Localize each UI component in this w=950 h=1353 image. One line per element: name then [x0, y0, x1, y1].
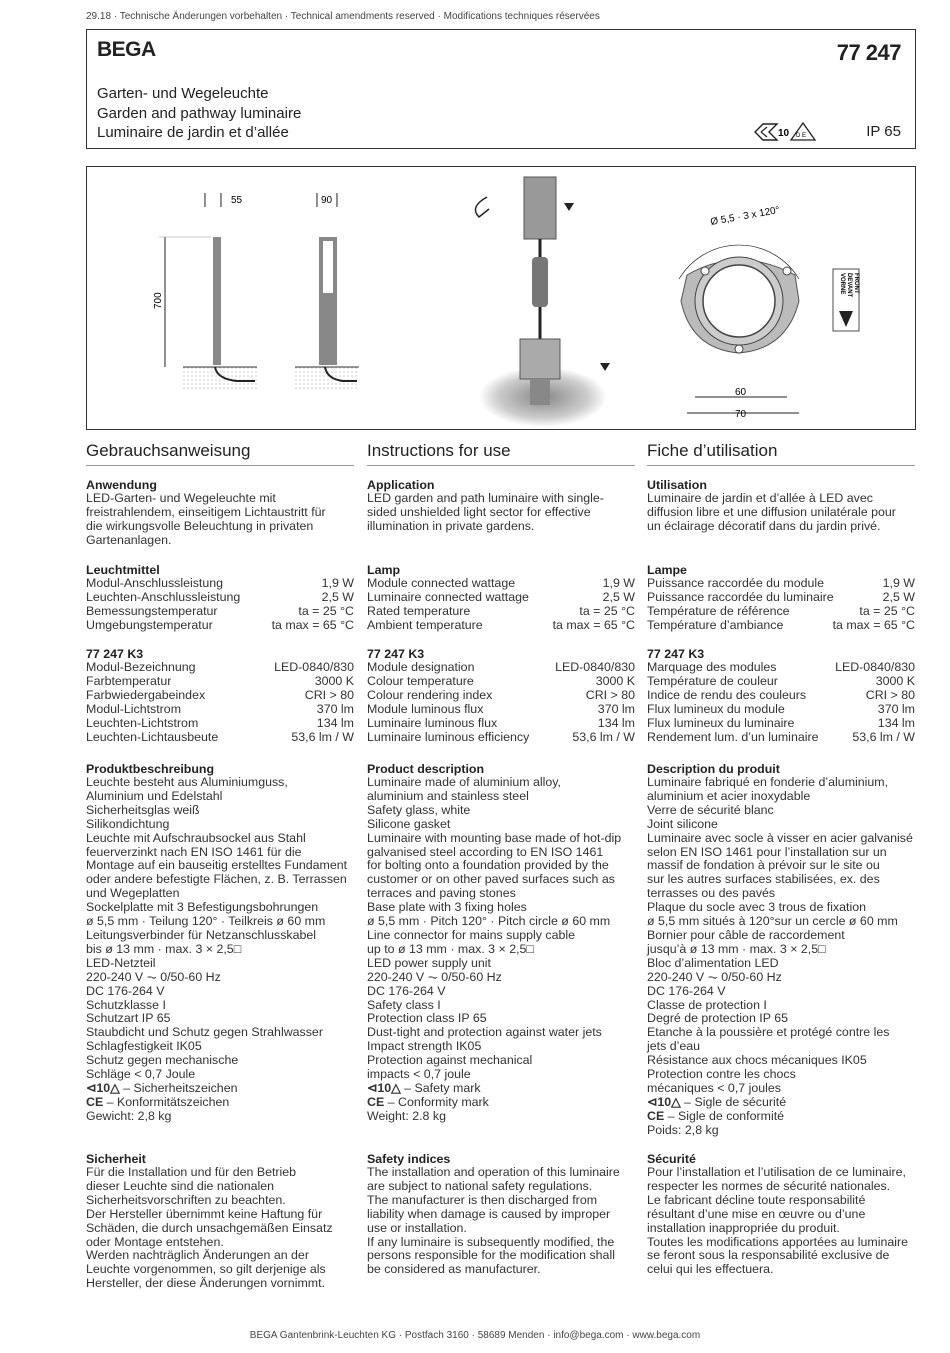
spec-row: [86, 661, 354, 675]
dim-inner: 60: [735, 387, 747, 398]
footer: BEGA Gantenbrink-Leuchten KG · Postfach 3160 · 58689 Menden · info@bega.com · www.bega.com: [249, 1330, 701, 1341]
safety-title: Safety indices: [367, 1152, 451, 1166]
spec-value: 134 lm: [316, 715, 354, 730]
application-text: Luminaire de jardin et d’allée à LED avec diffusion libre et une diffusion unilatérale pour un éclairage décoratif dans du jardin privé.: [647, 491, 896, 533]
spec-label: Modul-Lichtstrom: [86, 701, 182, 716]
spec-row: [647, 703, 915, 717]
spec-row: [647, 675, 915, 689]
certification-marks-icon: [753, 121, 823, 143]
top-notice: 29.18 · Technische Änderungen vorbehalten · Technical amendments reserved · Modifications techniques réservées: [86, 11, 600, 22]
conformity-text: – Conformity mark: [387, 1094, 489, 1109]
spec-label: Luminaire luminous flux: [367, 715, 498, 730]
k3-table: [647, 661, 915, 744]
side-view-wide: [295, 193, 359, 391]
spec-label: Température de couleur: [647, 673, 778, 688]
spec-label: Module connected wattage: [367, 576, 516, 590]
spec-label: Leuchten-Lichtausbeute: [86, 729, 219, 744]
spec-label: Luminaire luminous efficiency: [367, 729, 530, 744]
spec-value: 2,5 W: [882, 589, 915, 604]
front-label-de: VORNE: [839, 273, 845, 295]
spec-label: Colour temperature: [367, 673, 474, 688]
spec-value: CRI > 80: [865, 687, 915, 702]
safety-mark-icon: ⊲10△: [86, 1080, 124, 1095]
header-box: [86, 29, 916, 149]
spec-label: Puissance raccordée du module: [647, 576, 825, 590]
article-number: 77 247: [836, 40, 901, 65]
conformity-text: – Konformitätszeichen: [106, 1094, 230, 1109]
spec-label: Température de référence: [647, 603, 790, 618]
spec-value: 53,6 lm / W: [291, 729, 354, 744]
title-en: Garden and pathway luminaire: [97, 104, 302, 122]
spec-row: [367, 577, 635, 591]
spec-row: [367, 619, 635, 633]
spec-label: Modul-Bezeichnung: [86, 660, 196, 674]
safety-text: Für die Installation und für den Betrieb dieser Leuchte sind die nationalen Sicherheitsvorschriften zu beachten. Der Hersteller übernimmt keine Haftung für Schäden, die durch unsachgemäßen Einsatz oder Montage entstehen. Werden nachträglich Änderungen an der Leuchte vorgenommen, so gilt derjenige als Hersteller, der diese Änderungen vornimmt.: [86, 1165, 333, 1291]
drawing-canvas: [87, 167, 915, 429]
product-title: Product description: [367, 762, 485, 776]
spec-label: Farbwiedergabeindex: [86, 687, 206, 702]
spec-row: [367, 731, 635, 745]
ip-rating: IP 65: [866, 123, 901, 140]
spec-row: [367, 675, 635, 689]
spec-value: 134 lm: [597, 715, 635, 730]
spec-value: 134 lm: [877, 715, 915, 730]
spec-label: Umgebungstemperatur: [86, 617, 213, 632]
spec-label: Leuchten-Anschlussleistung: [86, 589, 241, 604]
safety-mark-icon: ⊲10△: [367, 1080, 405, 1095]
lamp-title: Lampe: [647, 563, 687, 577]
lamp-table: [647, 577, 915, 633]
ce-mark-icon: CE: [647, 1108, 668, 1123]
spec-row: [367, 689, 635, 703]
safety-text: The installation and operation of this luminaire are subject to national safety regulations. The manufacturer is then discharged from liability when damage is caused by improper use or installation. If any luminaire is subsequently modified, the persons responsible for the modification shall be considered as manufacturer.: [367, 1165, 620, 1277]
spec-row: [86, 619, 354, 633]
k3-table: [86, 661, 354, 744]
application-text: LED-Garten- und Wegeleuchte mit freistrahlendem, einseitigem Lichtaustritt für die wirkungsvolle Beleuchtung in privaten Gartenanlagen.: [86, 491, 326, 547]
safety-mark-text: – Sicherheitszeichen: [123, 1080, 238, 1095]
spec-row: [86, 591, 354, 605]
spec-label: Module designation: [367, 660, 475, 674]
weight: Weight: 2.8 kg: [367, 1108, 446, 1123]
conformity-text: – Sigle de conformité: [667, 1108, 785, 1123]
spec-label: Rated temperature: [367, 603, 471, 618]
application-text: LED garden and path luminaire with single- sided unshielded light sector for effective illumination in private gardens.: [367, 491, 604, 533]
lamp-table: [367, 577, 635, 633]
application-title: Application: [367, 478, 435, 492]
product-text: Luminaire fabriqué en fonderie d’aluminium, aluminium et acier inoxydable Verre de sécurité blanc Joint silicone Luminaire avec socle à visser en acier galvanisé selon EN ISO 1461 pour l’installation sur un massif de fondation à prévoir sur le site ou sur les autres surfaces stabilisées, ex. des terrasses ou des pavés Plaque du socle avec 3 trous de fixation ø 5,5 mm situés à 120°sur un cercle ø 60 mm Bornier pour câble de raccordement jusqu’à ø 13 mm · max. 3 × 2,5□ Bloc d’alimentation LED 220-240 V ⏦ 0/50-60 Hz DC 176-264 V Classe de protection I Degré de protection IP 65 Etanche à la poussière et protégé contre les jets d’eau Résistance aux chocs mécaniques IK05 Protection contre les chocs mécaniques < 0,7 joules: [647, 775, 913, 1095]
spec-row: [647, 689, 915, 703]
k3-table: [367, 661, 635, 744]
spec-value: ta max = 65 °C: [271, 617, 354, 632]
spec-label: Colour rendering index: [367, 687, 493, 702]
spec-row: [647, 619, 915, 633]
dim-width-b: 90: [321, 195, 333, 206]
spec-row: [367, 703, 635, 717]
k3-title: 77 247 K3: [367, 647, 425, 661]
spec-label: Farbtemperatur: [86, 673, 172, 688]
brand-logo: BEGA: [97, 38, 156, 61]
side-view-narrow: [153, 193, 257, 391]
spec-value: ta max = 65 °C: [832, 617, 915, 632]
spec-label: Flux lumineux du luminaire: [647, 715, 795, 730]
column-fr: [647, 440, 915, 1277]
spec-value: 1,9 W: [602, 576, 635, 590]
product-title: Description du produit: [647, 762, 780, 776]
impact-mark: 10: [778, 128, 790, 139]
k3-title: 77 247 K3: [86, 647, 144, 661]
safety-mark-text: – Safety mark: [404, 1080, 481, 1095]
spec-value: LED-0840/830: [835, 660, 915, 674]
spec-value: 1,9 W: [321, 576, 354, 590]
product-text: Leuchte besteht aus Aluminiumguss, Aluminium und Edelstahl Sicherheitsglas weiß Silikondichtung Leuchte mit Aufschraubsockel aus Stahl feuerverzinkt nach EN ISO 1461 für die Montage auf ein bauseitig erstelltes Fundament oder andere befestigte Flächen, z. B. Terrassen und Wegeplatten Sockelplatte mit 3 Befestigungsbohrungen ø 5,5 mm · Teilung 120° · Teilkreis ø 60 mm Leitungsverbinder für Netzanschlusskabel bis ø 13 mm · max. 3 × 2,5□ LED-Netzteil 220-240 V ⏦ 0/50-60 Hz DC 176-264 V Schutzklasse I Schutzart IP 65 Staubdicht und Schutz gegen Strahlwasser Schlagfestigkeit IK05 Schutz gegen mechanische Schläge < 0,7 Joule: [86, 775, 348, 1082]
spec-value: LED-0840/830: [555, 660, 635, 674]
dim-holes: Ø 5,5 · 3 x 120°: [709, 204, 781, 228]
spec-row: [647, 577, 915, 591]
spec-row: [367, 605, 635, 619]
spec-label: Température d’ambiance: [647, 617, 784, 632]
installation-view: [475, 177, 610, 427]
spec-value: ta = 25 °C: [298, 603, 354, 618]
dim-width-a: 55: [231, 195, 243, 206]
k3-title: 77 247 K3: [647, 647, 705, 661]
spec-value: 3000 K: [314, 673, 354, 688]
ce-mark-icon: CE: [367, 1094, 388, 1109]
front-label-fr: DEVANT: [846, 273, 852, 298]
lamp-title: Lamp: [367, 563, 401, 577]
safety-mark-icon: ⊲10△: [647, 1094, 685, 1109]
spec-value: 1,9 W: [882, 576, 915, 590]
spec-label: Marquage des modules: [647, 660, 777, 674]
spec-value: 3000 K: [595, 673, 635, 688]
spec-row: [86, 731, 354, 745]
spec-value: 2,5 W: [321, 589, 354, 604]
spec-value: 53,6 lm / W: [572, 729, 635, 744]
spec-label: Indice de rendu des couleurs: [647, 687, 807, 702]
safety-text: Pour l’installation et l’utilisation de ce luminaire, respecter les normes de sécurité nationales. Le fabricant décline toute responsabilité résultant d’une mise en œuvre ou d’une installation inappropriée du produit. Toutes les modifications apportées au luminaire se feront sous la responsabilité exclusive de celui qui les effectuera.: [647, 1165, 909, 1277]
spec-value: 370 lm: [597, 701, 635, 716]
spec-row: [647, 605, 915, 619]
spec-label: Luminaire connected wattage: [367, 589, 529, 604]
spec-row: [86, 717, 354, 731]
spec-value: 2,5 W: [602, 589, 635, 604]
application-title: Anwendung: [86, 478, 157, 492]
title-fr: Luminaire de jardin et d’allée: [97, 124, 289, 141]
spec-row: [86, 703, 354, 717]
product-text: Luminaire made of aluminium alloy, aluminium and stainless steel Safety glass, white Silicone gasket Luminaire with mounting base made of hot-dip galvanised steel according to EN ISO 1461 for bolting onto a foundation provided by the customer or on other paved surfaces such as terraces and paving stones Base plate with 3 fixing holes ø 5,5 mm · Pitch 120° · Pitch circle ø 60 mm Line connector for mains supply cable up to ø 13 mm · max. 3 × 2,5□ LED power supply unit 220-240 V ⏦ 0/50-60 Hz DC 176-264 V Safety class I Protection class IP 65 Dust-tight and protection against water jets Impact strength IK05 Protection against mechanical impacts < 0,7 joule: [367, 775, 622, 1082]
spec-label: Rendement lum. d’un luminaire: [647, 729, 819, 744]
spec-value: 3000 K: [875, 673, 915, 688]
lamp-table: [86, 577, 354, 633]
spec-value: CRI > 80: [304, 687, 354, 702]
spec-row: [86, 675, 354, 689]
spec-row: [647, 717, 915, 731]
title-de: Garten- und Wegeleuchte: [97, 85, 269, 102]
spec-row: [367, 661, 635, 675]
spec-label: Modul-Anschlussleistung: [86, 576, 224, 590]
spec-row: [647, 591, 915, 605]
spec-label: Puissance raccordée du luminaire: [647, 589, 834, 604]
column-de: [86, 440, 354, 1291]
approval-mark: D E: [796, 133, 807, 139]
spec-row: [367, 717, 635, 731]
weight: Gewicht: 2,8 kg: [86, 1108, 172, 1123]
spec-label: Module luminous flux: [367, 701, 484, 716]
spec-value: 370 lm: [877, 701, 915, 716]
spec-row: [86, 577, 354, 591]
safety-mark-text: – Sigle de sécurité: [684, 1094, 787, 1109]
spec-value: CRI > 80: [585, 687, 635, 702]
technical-drawing: [86, 166, 916, 430]
safety-title: Sicherheit: [86, 1152, 146, 1166]
lamp-title: Leuchtmittel: [86, 563, 160, 577]
column-en: [367, 440, 635, 1277]
dim-height: 700: [153, 292, 164, 309]
spec-label: Leuchten-Lichtstrom: [86, 715, 199, 730]
spec-row: [86, 605, 354, 619]
front-label-en: FRONT: [853, 273, 859, 294]
spec-value: ta = 25 °C: [859, 603, 915, 618]
spec-value: LED-0840/830: [274, 660, 354, 674]
spec-value: ta = 25 °C: [579, 603, 635, 618]
ce-mark-icon: CE: [86, 1094, 107, 1109]
dim-outer: 70: [735, 409, 747, 420]
spec-row: [647, 731, 915, 745]
product-title: Produktbeschreibung: [86, 762, 215, 776]
spec-label: Flux lumineux du module: [647, 701, 785, 716]
spec-row: [86, 689, 354, 703]
spec-value: 370 lm: [316, 701, 354, 716]
column-heading: Gebrauchsanweisung: [86, 440, 354, 466]
application-title: Utilisation: [647, 478, 707, 492]
spec-value: 53,6 lm / W: [852, 729, 915, 744]
column-heading: Instructions for use: [367, 440, 635, 466]
spec-row: [367, 591, 635, 605]
safety-title: Sécurité: [647, 1152, 696, 1166]
spec-label: Bemessungstemperatur: [86, 603, 218, 618]
column-heading: Fiche d’utilisation: [647, 440, 915, 466]
spec-label: Ambient temperature: [367, 617, 483, 632]
product-titles: [97, 84, 301, 143]
spec-value: ta max = 65 °C: [552, 617, 635, 632]
spec-row: [647, 661, 915, 675]
base-plate-view: [679, 205, 859, 420]
weight: Poids: 2,8 kg: [647, 1122, 719, 1137]
